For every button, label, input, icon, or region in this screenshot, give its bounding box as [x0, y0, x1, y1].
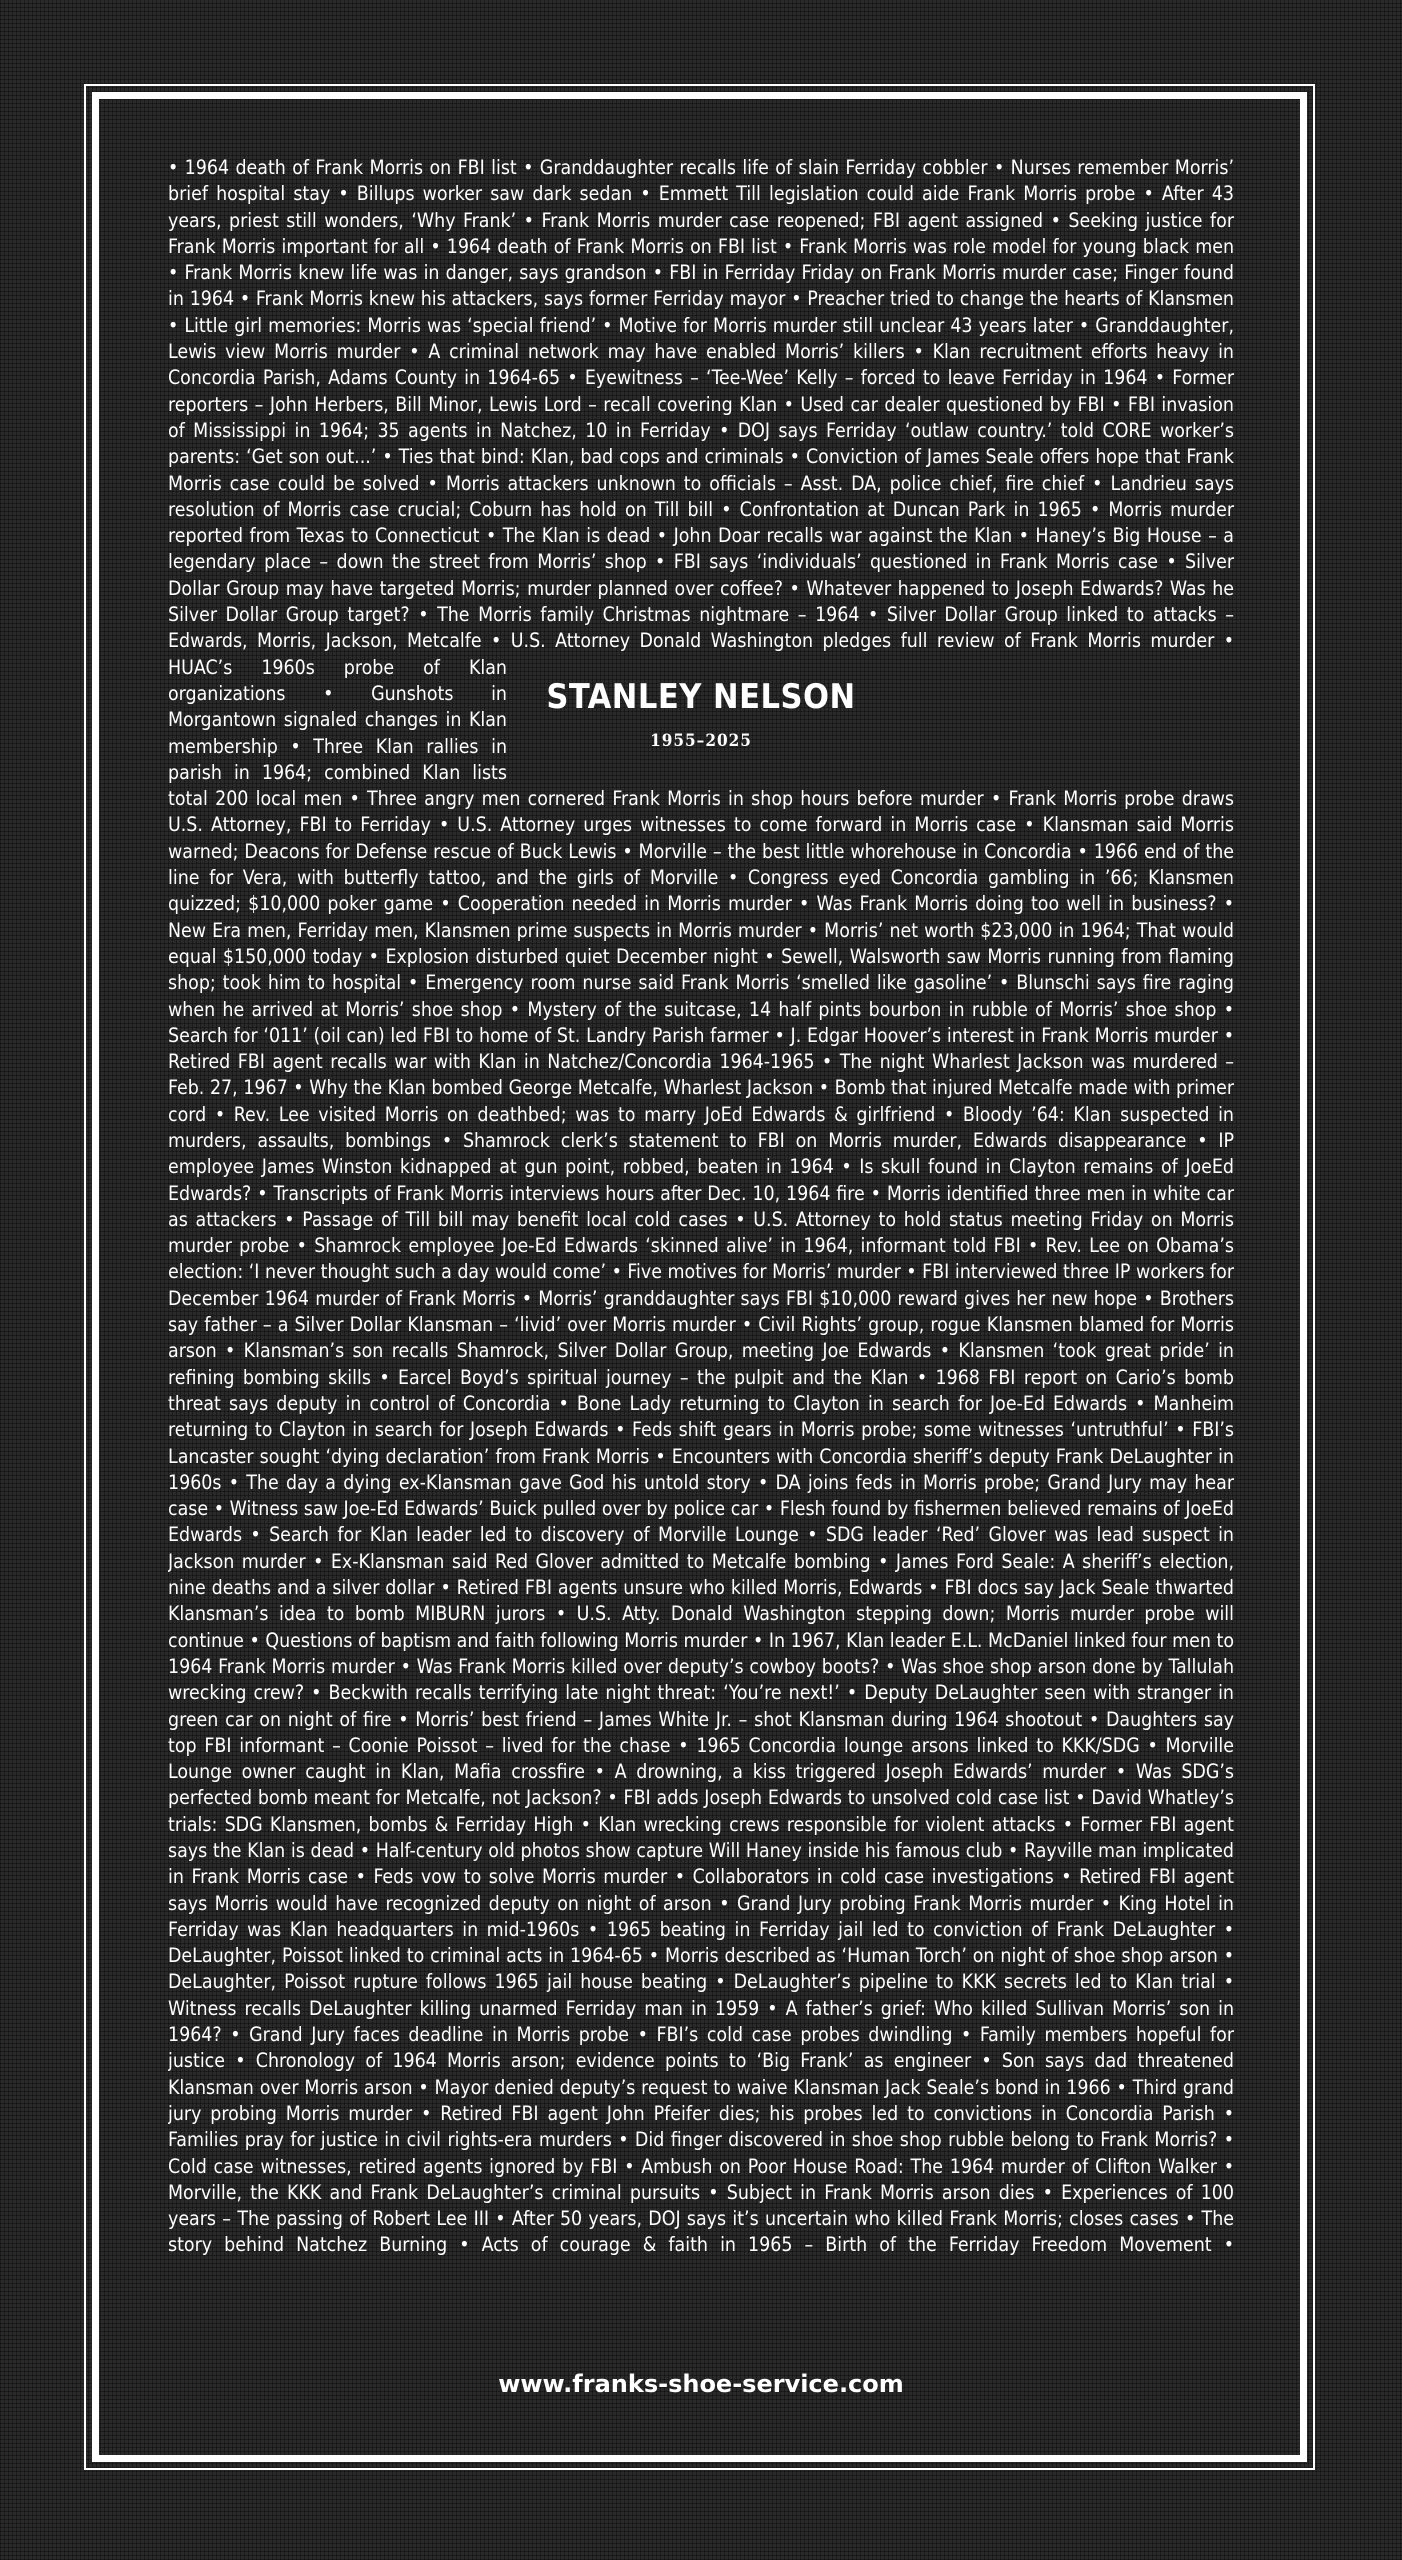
headlines-text: • 1964 death of Frank Morris on FBI list • Granddaughter recalls life of slain Ferriday cobbler • Nurses remember Morris’ brief hospital stay • Billups worker saw dark sedan • Emmett Till legislation could aide Frank Morris probe • After 43 years, priest still wonders, ‘Why Frank’ • Frank Morris murder case reopened; FBI agent assigned • Seeking justice for Frank Morris important for all • 1964 death of Frank Morris on FBI list • Frank Morris was role model for young black men • Frank Morris knew life was in danger, says grandson • FBI in Ferriday Friday on Frank Morris murder case; Finger found in 1964 • Frank Morris knew his attackers, says former Ferriday mayor • Preacher tried to change the hearts of Klansmen • Little girl memories: Morris was ‘special friend’ • Motive for Morris murder still unclear 43 years later • Granddaughter, Lewis view Morris murder • A criminal network may have enabled Morris’ killers • Klan recruitment efforts heavy in Concordia Parish, Adams County in 1964-65 • Eyewitness – ‘Tee-Wee’ Kelly – forced to leave Ferriday in 1964 • Former reporters – John Herbers, Bill Minor, Lewis Lord – recall covering Klan • Used car dealer questioned by FBI • FBI invasion of Mississippi in 1964; 35 agents in Natchez, 10 in Ferriday • DOJ says Ferriday ‘outlaw country.’ told CORE worker’s parents: ‘Get son out...’ • Ties that bind: Klan, bad cops and criminals • Conviction of James Seale offers hope that Frank Morris case could be solved • Morris attackers unknown to officials – Asst. DA, police chief, fire chief • Landrieu says resolution of Morris case crucial; Coburn has hold on Till bill • Confrontation at Duncan Park in 1965 • Morris murder reported from Texas to Connecticut • The Klan is dead • John Doar recalls war against the Klan • Haney’s Big House – a legendary place – down the street from Morris’ shop • FBI says ‘individuals’ questioned in Frank Morris case • Silver Dollar Group may have targeted Morris; murder planned over coffee? • Whatever happened to Joseph Edwards? Was he Silver Dollar Group target? • The Morris family Christmas nightmare – 1964 • Silver Dollar Group linked to attacks – Edwards, Morris, Jackson, Metcalfe • U.S. Attorney Donald Washington pledges full review of Frank Morris murder • HUAC’s 1960s probe of Klan organizations • Gunshots in Morgantown signaled changes in Klan membership • Three Klan rallies in parish in 1964; combined Klan lists total 200 local men • Three angry men cornered Frank Morris in shop hours before murder • Frank Morris probe draws U.S. Attorney, FBI to Ferriday • U.S. Attorney urges witnesses to come forward in Morris case • Klansman said Morris warned; Deacons for Defense rescue of Buck Lewis • Morville – the best little whorehouse in Concordia • 1966 end of the line for Vera, with butterfly tattoo, and the girls of Morville • Congress eyed Concordia gambling in ’66; Klansmen quizzed; $10,000 poker game • Cooperation needed in Morris murder • Was Frank Morris doing too well in business? • New Era men, Ferriday men, Klansmen prime suspects in Morris murder • Morris’ net worth $23,000 in 1964; That would equal $150,000 today • Explosion disturbed quiet December night • Sewell, Walsworth saw Morris running from flaming shop; took him to hospital • Emergency room nurse said Frank Morris ‘smelled like gasoline’ • Blunschi says fire raging when he arrived at Morris’ shoe shop • Mystery of the suitcase, 14 half pints bourbon in rubble of Morris’ shoe shop • Search for ‘011’ (oil can) led FBI to home of St. Landry Parish farmer • J. Edgar Hoover’s interest in Frank Morris murder • Retired FBI agent recalls war with Klan in Natchez/Concordia 1964-1965 • The night Wharlest Jackson was murdered – Feb. 27, 1967 • Why the Klan bombed George Metcalfe, Wharlest Jackson • Bomb that injured Metcalfe made with primer cord • Rev. Lee visited Morris on deathbed; was to marry JoEd Edwards & girlfriend • Bloody ’64: Klan suspected in murders, assaults, bombings • Shamrock clerk’s statement to FBI on Morris murder, Edwards disappearance • IP employee James Winston kidnapped at gun point, robbed, beaten in 1964 • Is skull found in Clayton remains of JoeEd Edwards? • Transcripts of Frank Morris interviews hours after Dec. 10, 1964 fire • Morris identified three men in white car as attackers • Passage of Till bill may benefit local cold cases • U.S. Attorney to hold status meeting Friday on Morris murder probe • Shamrock employee Joe-Ed Edwards ‘skinned alive’ in 1964, informant told FBI • Rev. Lee on Obama’s election: ‘I never thought such a day would come’ • Five motives for Morris’ murder • FBI interviewed three IP workers for December 1964 murder of Frank Morris • Morris’ granddaughter says FBI $10,000 reward gives her new hope • Brothers say father – a Silver Dollar Klansman – ‘livid’ over Morris murder • Civil Rights’ group, rogue Klansmen blamed for Morris arson • Klansman’s son recalls Shamrock, Silver Dollar Group, meeting Joe Edwards • Klansmen ‘took great pride’ in refining bombing skills • Earcel Boyd’s spiritual journey – the pulpit and the Klan • 1968 FBI report on Cario’s bomb threat says deputy in control of Concordia • Bone Lady returning to Clayton in search for Joe-Ed Edwards • Manheim returning to Clayton in search for Joseph Edwards • Feds shift gears in Morris probe; some witnesses ‘untruthful’ • FBI’s Lancaster sought ‘dying declaration’ from Frank Morris • Encounters with Concordia sheriff’s deputy Frank DeLaughter in 1960s • The day a dying ex-Klansman gave God his untold story • DA joins feds in Morris probe; Grand Jury may hear case • Witness saw Joe-Ed Edwards’ Buick pulled over by police car • Flesh found by fishermen believed remains of JoeEd Edwards • Search for Klan leader led to discovery of Morville Lounge • SDG leader ‘Red’ Glover was lead suspect in Jackson murder • Ex-Klansman said Red Glover admitted to Metcalfe bombing • James Ford Seale: A sheriff’s election, nine deaths and a silver dollar • Retired FBI agents unsure who killed Morris, Edwards • FBI docs say Jack Seale thwarted Klansman’s idea to bomb MIBURN jurors • U.S. Atty. Donald Washington stepping down; Morris murder probe will continue • Questions of baptism and faith following Morris murder • In 1967, Klan leader E.L. McDaniel linked four men to 1964 Frank Morris murder • Was Frank Morris killed over deputy’s cowboy boots? • Was shoe shop arson done by Tallulah wrecking crew? • Beckwith recalls terrifying late night threat: ‘You’re next!’ • Deputy DeLaughter seen with stranger in green car on night of fire • Morris’ best friend – James White Jr. – shot Klansman during 1964 shootout • Daughters say top FBI informant – Coonie Poissot – lived for the chase • 1965 Concordia lounge arsons linked to KKK/SDG • Morville Lounge owner caught in Klan, Mafia crossfire • A drowning, a kiss triggered Joseph Edwards’ murder • Was SDG’s perfected bomb meant for Metcalfe, not Jackson? • FBI adds Joseph Edwards to unsolved cold case list • David Whatley’s trials: SDG Klansmen, bombs & Ferriday High • Klan wrecking crews responsible for violent attacks • Former FBI agent says the Klan is dead • Half-century old photos show capture Will Haney inside his famous club • Rayville man implicated in Frank Morris case • Feds vow to solve Morris murder • Collaborators in cold case investigations • Retired FBI agent says Morris would have recognized deputy on night of arson • Grand Jury probing Frank Morris murder • King Hotel in Ferriday was Klan headquarters in mid-1960s • 1965 beating in Ferriday jail led to conviction of Frank DeLaughter • DeLaughter, Poissot linked to criminal acts in 1964-65 • Morris described as ‘Human Torch’ on night of shoe shop arson • DeLaughter, Poissot rupture follows 1965 jail house beating • DeLaughter’s pipeline to KKK secrets led to Klan trial • Witness recalls DeLaughter killing unarmed Ferriday man in 1959 • A father’s grief: Who killed Sullivan Morris’ son in 1964? • Grand Jury faces deadline in Morris probe • FBI’s cold case probes dwindling • Family members hopeful for justice • Chronology of 1964 Morris arson; evidence points to ‘Big Frank’ as engineer • Son says dad threatened Klansman over Morris arson • Mayor denied deputy’s request to waive Klansman Jack Seale’s bond in 1966 • Third grand jury probing Morris murder • Retired FBI agent John Pfeifer dies; his probes led to convictions in Concordia Parish • Families pray for justice in civil rights-era murders • Did finger discovered in shoe shop rubble belong to Frank Morris? • Cold case witnesses, retired agents ignored by FBI • Ambush on Poor House Road: The 1964 murder of Clifton Walker • Morville, the KKK and Frank DeLaughter’s criminal pursuits • Subject in Frank Morris arson dies • Experiences of 100 years – The passing of Robert Lee III • After 50 years, DOJ says it’s uncertain who killed Frank Morris; closes cases • The story behind Natchez Burning • Acts of courage & faith in 1965 – Birth of the Ferriday Freedom Movement •: [168, 156, 1234, 2257]
title-block: [521, 655, 881, 771]
title-name: STANLEY NELSON: [546, 677, 856, 717]
headlines-article: [168, 155, 1234, 2290]
title-years: 1955–2025: [650, 731, 752, 751]
website-url[interactable]: www.franks-shoe-service.com: [498, 2370, 904, 2398]
